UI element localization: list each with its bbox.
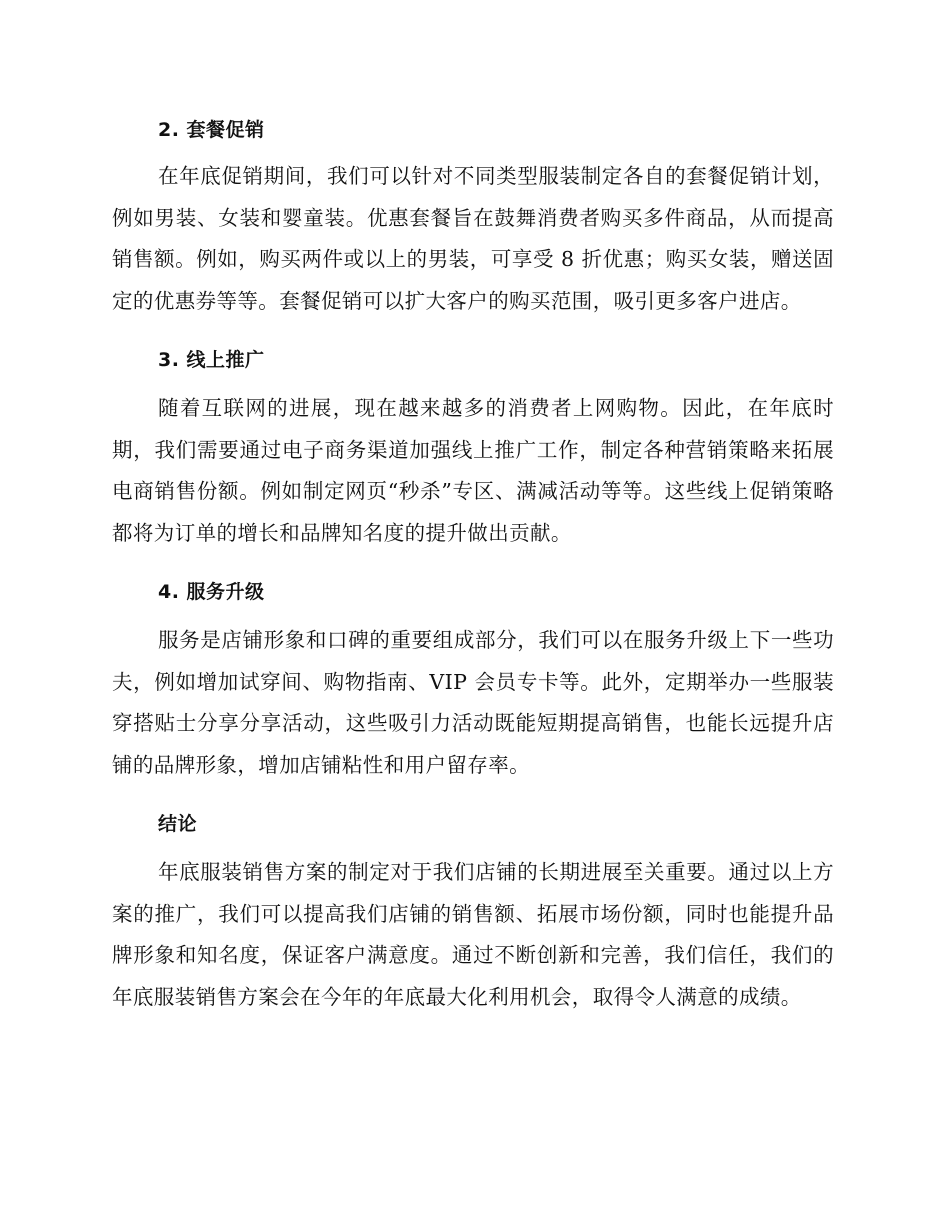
section-service-upgrade [112,572,834,786]
section-paragraph: 在年底促销期间，我们可以针对不同类型服装制定各自的套餐促销计划，例如男装、女装和婴童装。优惠套餐旨在鼓舞消费者购买多件商品，从而提高销售额。例如，购买两件或以上的男装，可享受 8 折优惠；购买女装，赠送固定的优惠券等等。套餐促销可以扩大客户的购买范围，吸引更多客户进店。 [112,164,834,313]
section-paragraph: 服务是店铺形象和口碑的重要组成部分，我们可以在服务升级上下一些功夫，例如增加试穿间、购物指南、VIP 会员专卡等。此外，定期举办一些服装穿搭贴士分享分享活动，这些吸引力活动既能短期提高销售，也能长远提升店铺的品牌形象，增加店铺粘性和用户留存率。 [112,628,834,777]
section-conclusion [112,804,834,1018]
section-heading: 4. 服务升级 [158,581,265,603]
section-paragraph: 随着互联网的进展，现在越来越多的消费者上网购物。因此，在年底时期，我们需要通过电子商务渠道加强线上推广工作，制定各种营销策略来拓展电商销售份额。例如制定网页“秒杀”专区、满减活动等等。这些线上促销策略都将为订单的增长和品牌知名度的提升做出贡献。 [112,396,834,545]
section-heading: 结论 [158,813,198,835]
section-heading: 3. 线上推广 [158,349,265,371]
section-heading: 2. 套餐促销 [158,119,265,141]
section-package-promotion [112,110,834,322]
document-body [112,108,834,1036]
section-online-promotion [112,340,834,554]
section-paragraph: 年底服装销售方案的制定对于我们店铺的长期进展至关重要。通过以上方案的推广，我们可以提高我们店铺的销售额、拓展市场份额，同时也能提升品牌形象和知名度，保证客户满意度。通过不断创新和完善，我们信任，我们的年底服装销售方案会在今年的年底最大化利用机会，取得令人满意的成绩。 [112,860,834,1009]
